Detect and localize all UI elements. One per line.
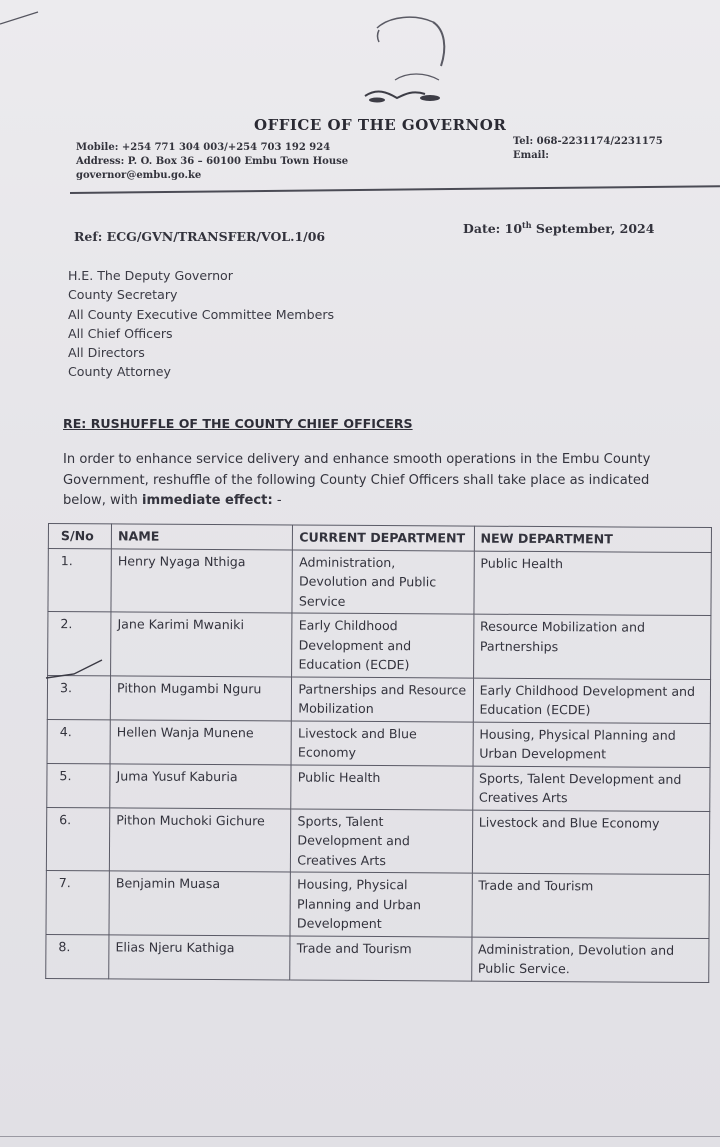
body-tail: - [272, 493, 282, 508]
office-title: OFFICE OF THE GOVERNOR [254, 116, 507, 134]
letter-date [463, 220, 654, 236]
cell-sno: 1. [48, 548, 111, 612]
body-text: In order to enhance service delivery and enhance smooth operations in the Embu County Government, reshuffle of the following County Chief Officers shall take place as indicated below, with [63, 452, 651, 508]
table-row [48, 548, 711, 616]
date-ordinal: th [522, 220, 532, 230]
table-row [46, 807, 709, 875]
cell-sno: 6. [46, 807, 109, 871]
cell-new-department: Public Health [474, 551, 712, 616]
email-address: governor@embu.go.ke [76, 170, 202, 181]
cell-name: Jane Karimi Mwaniki [111, 612, 293, 677]
recipient: All County Executive Committee Members [68, 306, 335, 322]
cell-current-department: Housing, Physical Planning and Urban Development [290, 872, 472, 937]
column-header-name: NAME [111, 524, 292, 550]
cell-sno: 8. [46, 934, 109, 978]
cell-current-department: Administration, Devolution and Public Service [292, 549, 474, 614]
cell-new-department: Housing, Physical Planning and Urban Development [473, 722, 711, 767]
cell-name: Hellen Wanja Munene [110, 719, 292, 764]
recipient-list [68, 266, 334, 382]
recipient: H.E. The Deputy Governor [68, 268, 233, 283]
cell-sno: 7. [46, 870, 109, 934]
cell-current-department: Public Health [291, 764, 473, 809]
postal-address: Address: P. O. Box 36 – 60100 Embu Town House [76, 156, 349, 167]
pen-stroke-mark [0, 8, 40, 28]
date-rest: September, 2024 [531, 221, 655, 237]
recipient: All Directors [68, 345, 145, 361]
contact-block-left [76, 141, 348, 183]
county-crest-icon [355, 8, 465, 108]
telephone-numbers: Tel: 068-2231174/2231175 [513, 136, 663, 147]
table-row [47, 763, 710, 811]
reshuffle-table [45, 523, 712, 983]
header-divider [70, 185, 720, 194]
email-label: Email: [513, 150, 549, 161]
contact-block-right [513, 135, 663, 163]
mobile-numbers: Mobile: +254 771 304 003/+254 703 192 924 [76, 142, 331, 153]
recipient: County Secretary [68, 287, 178, 303]
cell-name: Henry Nyaga Nthiga [111, 548, 293, 613]
recipient: All Chief Officers [68, 325, 173, 341]
cell-sno: 3. [47, 675, 110, 719]
cell-name: Benjamin Muasa [109, 871, 291, 936]
cell-name: Pithon Mugambi Nguru [110, 675, 292, 720]
page-bottom-edge [0, 1136, 720, 1137]
table-row [46, 870, 709, 938]
column-header-new: NEW DEPARTMENT [474, 526, 712, 552]
cell-current-department: Livestock and Blue Economy [291, 720, 473, 765]
recipient: County Attorney [68, 364, 171, 380]
cell-sno: 4. [47, 719, 110, 763]
cell-name: Elias Njeru Kathiga [109, 934, 291, 979]
column-header-current: CURRENT DEPARTMENT [293, 525, 474, 551]
cell-current-department: Trade and Tourism [290, 935, 472, 980]
cell-new-department: Early Childhood Development and Education (ECDE) [473, 678, 711, 723]
cell-current-department: Partnerships and Resource Mobilization [292, 676, 474, 721]
cell-new-department: Sports, Talent Development and Creatives Arts [472, 766, 710, 811]
body-emphasis: immediate effect: [142, 493, 273, 508]
body-paragraph [63, 450, 673, 512]
cell-name: Pithon Muchoki Gichure [109, 807, 291, 872]
table-row [48, 612, 711, 680]
cell-new-department: Livestock and Blue Economy [472, 810, 710, 875]
cell-current-department: Early Childhood Development and Education (ECDE) [292, 613, 474, 678]
table-row [47, 675, 710, 723]
cell-name: Juma Yusuf Kaburia [110, 763, 292, 808]
cell-sno: 2. [48, 612, 111, 676]
column-header-sno: S/No [48, 524, 111, 549]
pen-tick-mark [44, 658, 104, 684]
cell-new-department: Resource Mobilization and Partnerships [473, 614, 711, 679]
table-row [46, 934, 709, 982]
cell-current-department: Sports, Talent Development and Creatives Arts [291, 808, 473, 873]
cell-new-department: Trade and Tourism [472, 873, 710, 938]
cell-new-department: Administration, Devolution and Public Service. [471, 937, 709, 982]
cell-sno: 5. [47, 763, 110, 807]
subject-line: RE: RUSHUFFLE OF THE COUNTY CHIEF OFFICERS [63, 416, 413, 431]
date-prefix: Date: 10 [463, 221, 523, 237]
table-row [47, 719, 710, 767]
reference-number: Ref: ECG/GVN/TRANSFER/VOL.1/06 [74, 229, 326, 244]
